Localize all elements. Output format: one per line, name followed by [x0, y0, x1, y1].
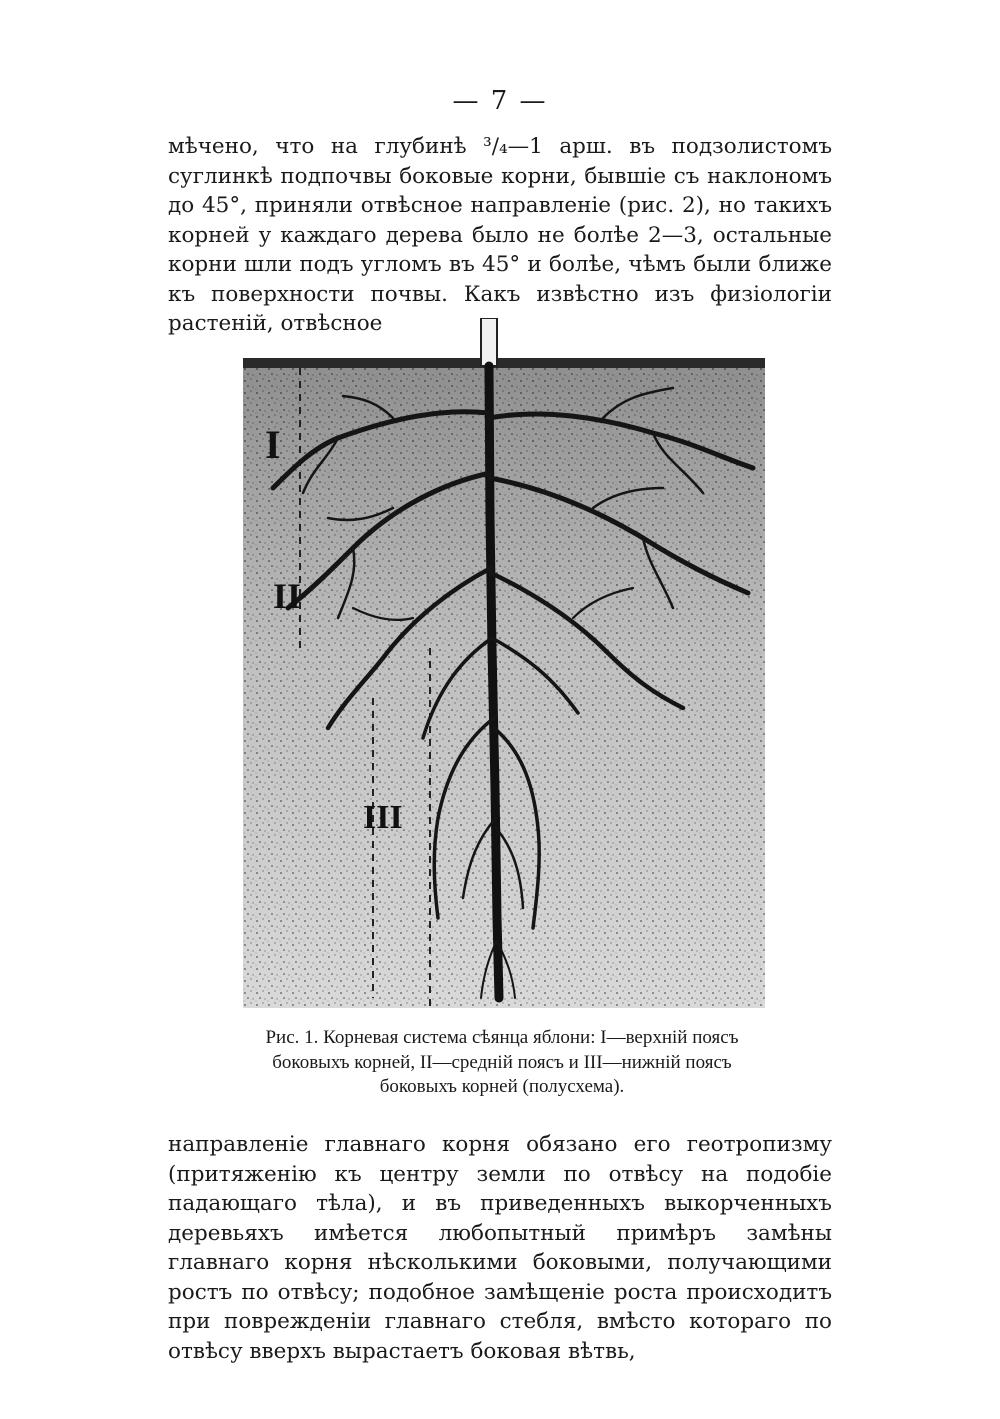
soil-surface [243, 358, 765, 368]
figure-caption: Рис. 1. Корневая система сѣянца яблони: I—верхній поясъ боковыхъ корней, II—средній поясъ и III—нижній поясъ боковыхъ корней (полусхема). [265, 1027, 739, 1097]
root-system-figure [243, 318, 765, 1008]
paragraph-bottom: направленіе главнаго корня обязано его геотропизму (притяженію къ центру земли по отвѣсу на подобіе падающаго тѣла), и въ приведенныхъ выкорченныхъ деревьяхъ имѣется любопытный примѣръ замѣны главнаго корня нѣсколькими боковыми, получающими ростъ по отвѣсу; подобное замѣщеніе роста происходитъ при поврежденіи главнаго стебля, вмѣсто котораго по отвѣсу вверхъ вырастаетъ боковая вѣтвь, [168, 1132, 832, 1364]
stem [481, 318, 497, 366]
zone-label-2: II [273, 576, 302, 616]
root-system-illustration [243, 318, 765, 1008]
page-number: — 7 — [452, 86, 548, 116]
zone-label-1: I [265, 422, 281, 467]
paragraph-top: мѣчено, что на глубинѣ ³/₄—1 арш. въ подзолистомъ суглинкѣ подпочвы боковые корни, бывшіе съ наклономъ до 45°, приняли отвѣсное направленіе (рис. 2), но такихъ корней у каждаго дерева было не болѣе 2—3, остальные корни шли подъ угломъ въ 45° и болѣе, чѣмъ были ближе къ поверхности почвы. Какъ извѣстно изъ физіологіи растеній, отвѣсное [168, 134, 832, 336]
zone-label-3: III [363, 799, 403, 836]
